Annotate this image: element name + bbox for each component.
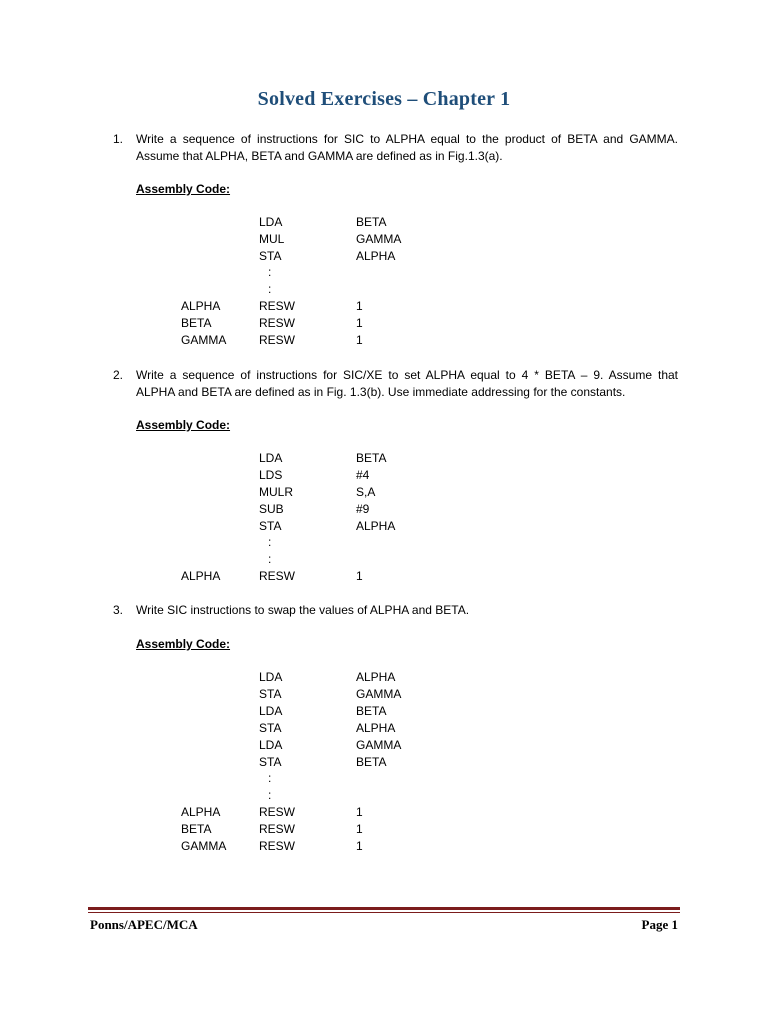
code-line — [0, 805, 768, 822]
code-opcode: STA — [259, 755, 282, 769]
assembly-code-heading: Assembly Code: — [136, 637, 231, 651]
code-opcode: RESW — [259, 839, 295, 853]
code-opcode: LDA — [259, 451, 283, 465]
exercise-text-line: Write SIC instructions to swap the values of ALPHA and BETA. — [136, 603, 470, 617]
code-operand: ALPHA — [356, 670, 396, 684]
code-opcode: STA — [259, 687, 282, 701]
footer-rule-thin — [88, 912, 680, 913]
exercise-text-line: Assume that ALPHA, BETA and GAMMA are defined as in Fig.1.3(a). — [136, 149, 503, 163]
code-ellipsis — [0, 265, 768, 282]
footer-author: Ponns/APEC/MCA — [90, 917, 198, 932]
code-operand: #9 — [356, 502, 370, 516]
code-line — [0, 687, 768, 704]
code-opcode: RESW — [259, 805, 295, 819]
code-line — [0, 316, 768, 333]
exercise-text-line: Write a sequence of instructions for SIC/XE to set ALPHA equal to 4 * BETA – 9. Assume that — [136, 368, 678, 382]
code-opcode: LDA — [259, 670, 283, 684]
assembly-code-heading: Assembly Code: — [136, 182, 231, 196]
code-operand: ALPHA — [356, 721, 396, 735]
exercise-text-line: Write a sequence of instructions for SIC to ALPHA equal to the product of BETA and GAMMA. — [136, 132, 678, 146]
code-ellipsis-dots: : — [268, 265, 272, 279]
exercise-number: 3. — [113, 603, 124, 617]
code-ellipsis-dots: : — [268, 788, 272, 802]
code-opcode: RESW — [259, 333, 295, 347]
code-ellipsis-dots: : — [268, 771, 272, 785]
code-ellipsis — [0, 552, 768, 569]
code-operand: 1 — [356, 822, 363, 836]
code-operand: 1 — [356, 316, 363, 330]
code-operand: 1 — [356, 805, 363, 819]
code-ellipsis — [0, 282, 768, 299]
code-operand: 1 — [356, 569, 363, 583]
code-opcode: RESW — [259, 316, 295, 330]
code-line — [0, 485, 768, 502]
code-line — [0, 299, 768, 316]
code-label: GAMMA — [181, 839, 227, 853]
code-operand: BETA — [356, 755, 387, 769]
code-line — [0, 755, 768, 772]
code-operand: ALPHA — [356, 249, 396, 263]
code-opcode: MUL — [259, 232, 285, 246]
exercise-text-line: ALPHA and BETA are defined as in Fig. 1.3(b). Use immediate addressing for the constants. — [136, 385, 626, 399]
assembly-code-heading: Assembly Code: — [136, 418, 231, 432]
code-line — [0, 333, 768, 350]
code-opcode: STA — [259, 249, 282, 263]
code-line — [0, 839, 768, 856]
code-operand: 1 — [356, 839, 363, 853]
code-label: BETA — [181, 822, 212, 836]
code-line — [0, 468, 768, 485]
code-operand: BETA — [356, 215, 387, 229]
code-line — [0, 215, 768, 232]
code-ellipsis — [0, 788, 768, 805]
code-operand: S,A — [356, 485, 376, 499]
code-line — [0, 738, 768, 755]
code-ellipsis — [0, 771, 768, 788]
code-opcode: LDA — [259, 738, 283, 752]
code-opcode: RESW — [259, 569, 295, 583]
code-line — [0, 822, 768, 839]
code-opcode: LDS — [259, 468, 283, 482]
code-opcode: RESW — [259, 822, 295, 836]
code-operand: 1 — [356, 299, 363, 313]
code-line — [0, 670, 768, 687]
code-operand: GAMMA — [356, 738, 402, 752]
code-label: ALPHA — [181, 805, 221, 819]
code-operand: ALPHA — [356, 519, 396, 533]
page-title: Solved Exercises – Chapter 1 — [257, 88, 511, 110]
code-ellipsis-dots: : — [268, 282, 272, 296]
code-line — [0, 451, 768, 468]
code-line — [0, 569, 768, 586]
code-label: ALPHA — [181, 299, 221, 313]
code-ellipsis — [0, 535, 768, 552]
code-line — [0, 721, 768, 738]
code-operand: 1 — [356, 333, 363, 347]
exercise-number: 1. — [113, 132, 124, 146]
code-ellipsis-dots: : — [268, 552, 272, 566]
code-opcode: RESW — [259, 299, 295, 313]
code-operand: GAMMA — [356, 232, 402, 246]
code-opcode: SUB — [259, 502, 284, 516]
code-label: ALPHA — [181, 569, 221, 583]
code-opcode: MULR — [259, 485, 294, 499]
code-line — [0, 704, 768, 721]
code-opcode: LDA — [259, 704, 283, 718]
code-operand: BETA — [356, 451, 387, 465]
code-operand: #4 — [356, 468, 370, 482]
code-line — [0, 519, 768, 536]
code-ellipsis-dots: : — [268, 535, 272, 549]
page-number: Page 1 — [641, 917, 678, 932]
code-line — [0, 232, 768, 249]
exercise-number: 2. — [113, 368, 124, 382]
code-operand: GAMMA — [356, 687, 402, 701]
code-opcode: STA — [259, 519, 282, 533]
code-opcode: STA — [259, 721, 282, 735]
code-opcode: LDA — [259, 215, 283, 229]
footer-rule-thick — [88, 907, 680, 910]
code-label: GAMMA — [181, 333, 227, 347]
code-operand: BETA — [356, 704, 387, 718]
exercise-text — [136, 367, 678, 401]
code-label: BETA — [181, 316, 212, 330]
code-line — [0, 249, 768, 266]
code-line — [0, 502, 768, 519]
exercise-text — [136, 131, 678, 165]
exercise-text — [136, 602, 678, 619]
